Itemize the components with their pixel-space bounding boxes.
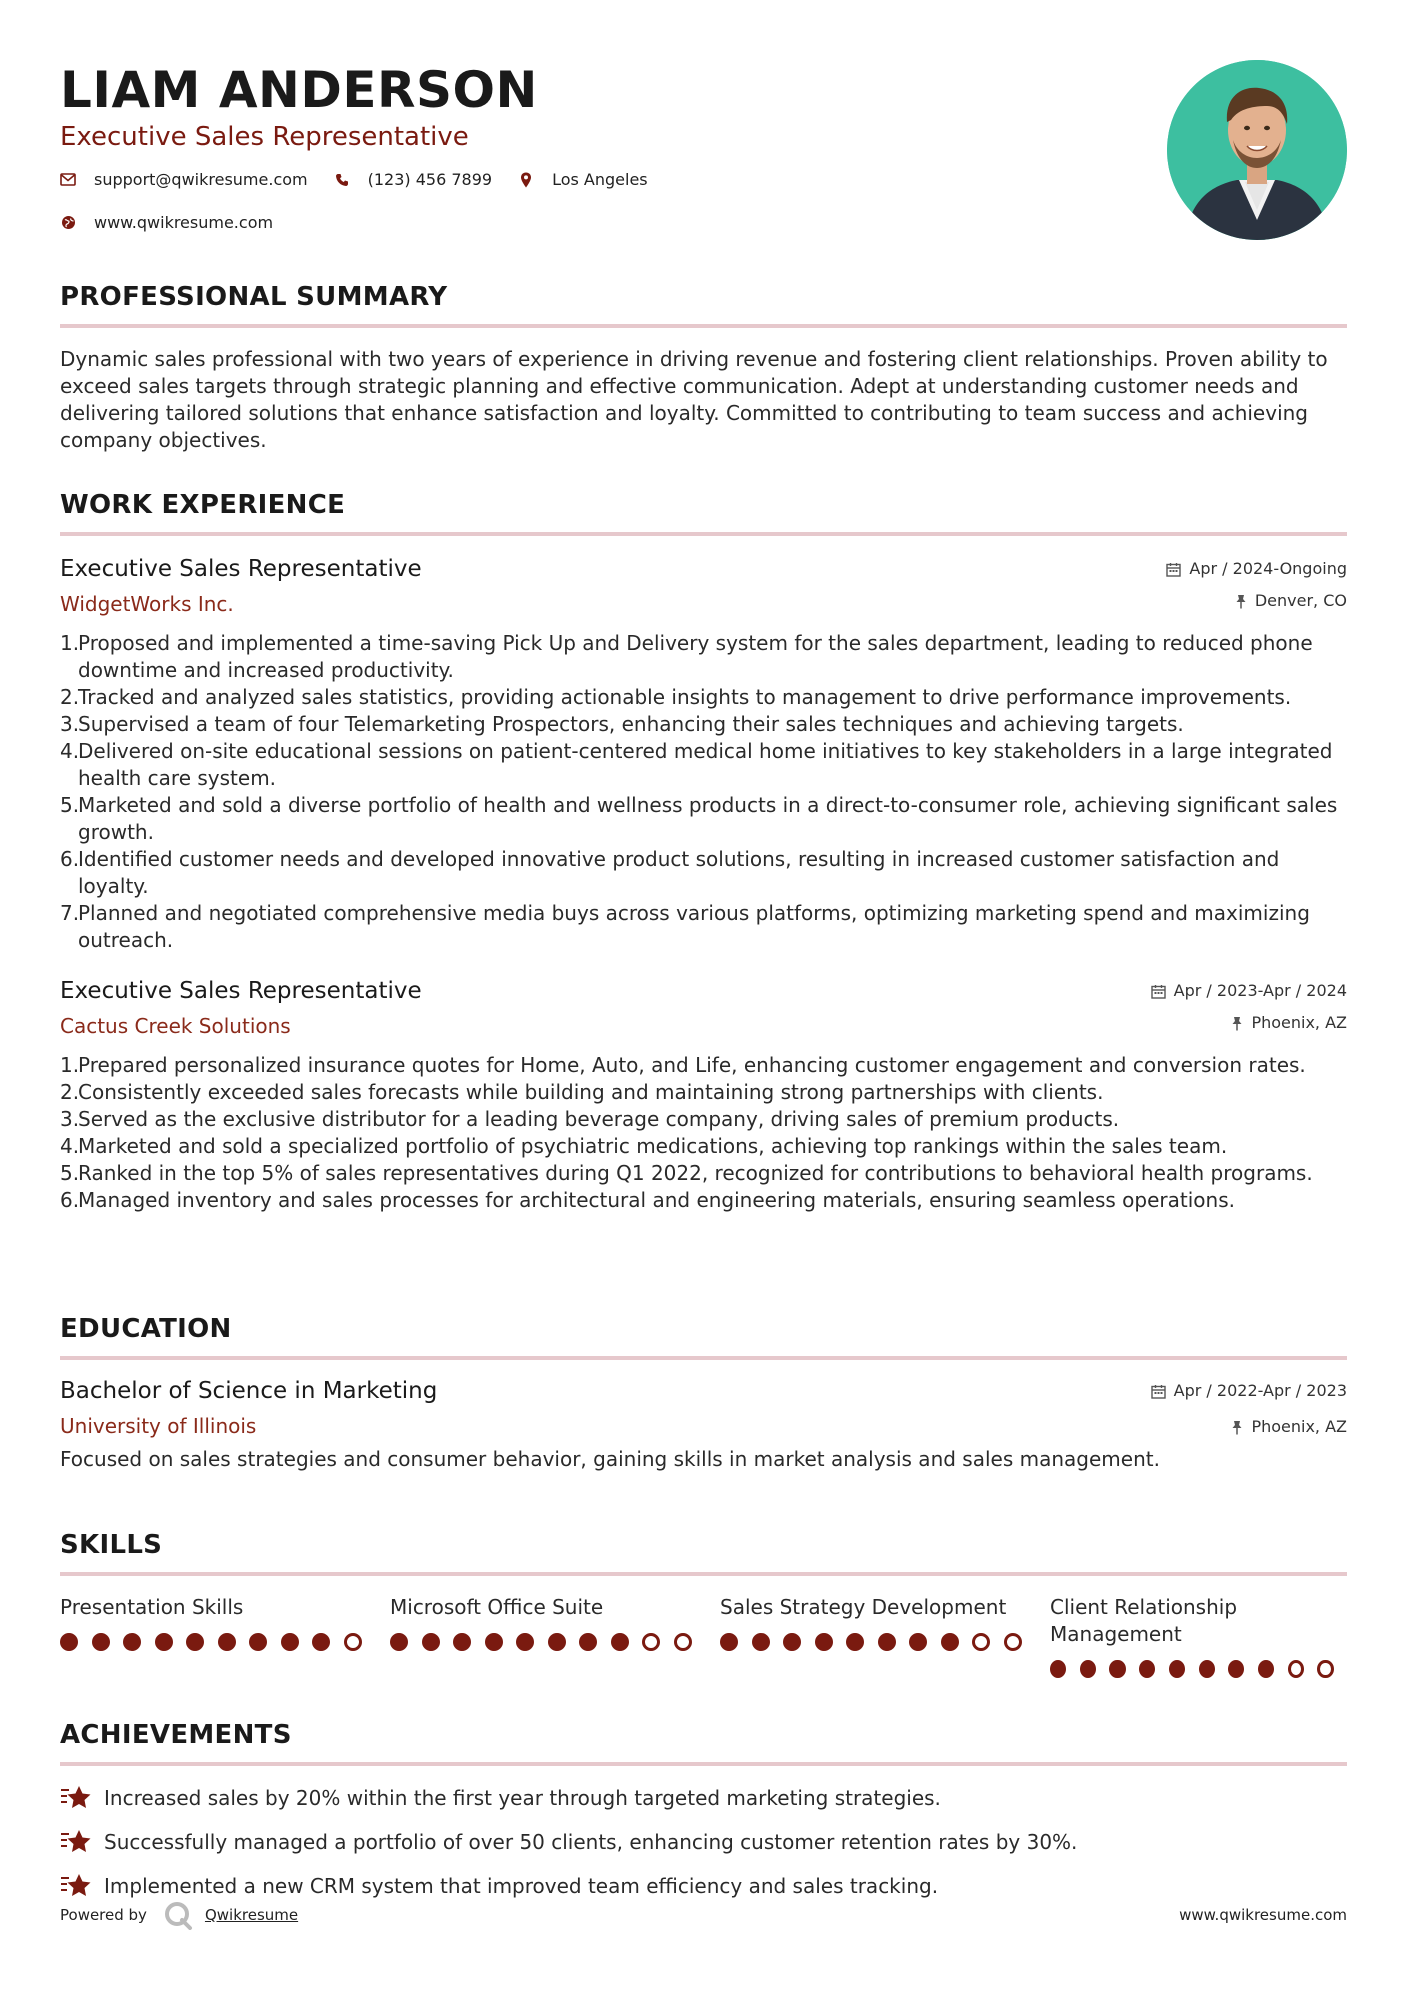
- rating-dot-filled: [1109, 1660, 1125, 1678]
- bullet-text: Identified customer needs and developed innovative product solutions, resulting in increased customer satisfaction and loyalty.: [78, 847, 1280, 898]
- contact-website[interactable]: [60, 213, 273, 232]
- rating-dot-filled: [1169, 1660, 1185, 1678]
- skill-rating: [390, 1633, 720, 1651]
- section-divider: [60, 1356, 1347, 1360]
- powered-by: [60, 1900, 298, 1930]
- job-location-text: Phoenix, AZ: [1251, 1013, 1347, 1032]
- bullet-text: Consistently exceeded sales forecasts while building and maintaining strong partnerships with clients.: [78, 1080, 1104, 1104]
- map-pin-icon: [518, 172, 534, 188]
- skill-name: Microsoft Office Suite: [390, 1595, 604, 1619]
- star-icon: [60, 1872, 92, 1900]
- education-header: [60, 1376, 1347, 1440]
- rating-dot-filled: [92, 1633, 110, 1651]
- rating-dot-filled: [579, 1633, 597, 1651]
- rating-dot-filled: [611, 1633, 629, 1651]
- list-item: 3. Supervised a team of four Telemarketing Prospectors, enhancing their sales techniques and achieving targets.: [60, 712, 1184, 736]
- skills-list: [60, 1594, 1347, 1678]
- phone-icon: [334, 172, 350, 188]
- bullet-text: Ranked in the top 5% of sales representatives during Q1 2022, recognized for contributions to behavioral health programs.: [78, 1161, 1313, 1185]
- pushpin-icon: [1231, 1420, 1243, 1435]
- bullet-text: Marketed and sold a diverse portfolio of health and wellness products in a direct-to-consumer role, achieving significant sales growth.: [78, 793, 1338, 844]
- rating-dot-empty: [972, 1633, 990, 1651]
- experience-heading: WORK EXPERIENCE: [60, 490, 346, 520]
- job-company: WidgetWorks Inc.: [60, 592, 234, 616]
- bullet-text: Marketed and sold a specialized portfolio of psychiatric medications, achieving top rankings within the sales team.: [78, 1134, 1228, 1158]
- education-location-text: Phoenix, AZ: [1251, 1417, 1347, 1436]
- bullet-text: Served as the exclusive distributor for a leading beverage company, driving sales of premium products.: [78, 1107, 1120, 1131]
- school-name: University of Illinois: [60, 1414, 257, 1438]
- achievements-heading: ACHIEVEMENTS: [60, 1720, 292, 1750]
- education-dates: [1151, 1380, 1347, 1402]
- bullet-text: Tracked and analyzed sales statistics, providing actionable insights to management to drive performance improvements.: [78, 685, 1292, 709]
- bullet-text: Supervised a team of four Telemarketing Prospectors, enhancing their sales techniques and achieving targets.: [78, 712, 1184, 736]
- skills-section: [60, 1528, 1347, 1678]
- profile-photo-illustration: [1167, 60, 1347, 240]
- job-location-text: Denver, CO: [1254, 591, 1347, 610]
- bullet-text: Planned and negotiated comprehensive media buys across various platforms, optimizing marketing spend and maximizing outreach.: [78, 901, 1310, 952]
- job-company: Cactus Creek Solutions: [60, 1014, 291, 1038]
- candidate-title: Executive Sales Representative: [60, 122, 469, 152]
- page-footer: [60, 1900, 1347, 1930]
- contact-phone[interactable]: [334, 170, 492, 189]
- rating-dot-filled: [123, 1633, 141, 1651]
- achievement-text: Successfully managed a portfolio of over 50 clients, enhancing customer retention rates by 30%.: [104, 1829, 1078, 1854]
- job-bullets: [60, 630, 1347, 954]
- rating-dot-filled: [878, 1633, 896, 1651]
- job-header: [60, 976, 1347, 1040]
- education-dates-text: Apr / 2022-Apr / 2023: [1173, 1381, 1347, 1400]
- list-item: 4. Delivered on-site educational sessions on patient-centered medical home initiatives to key stakeholders in a large integrated health care system.: [60, 738, 1347, 792]
- job-entry: [60, 554, 1347, 954]
- achievement-item: [60, 1872, 1347, 1900]
- bullet-text: Prepared personalized insurance quotes for Home, Auto, and Life, enhancing customer engagement and conversion rates.: [78, 1053, 1306, 1077]
- phone-text: (123) 456 7899: [367, 170, 493, 189]
- list-item: 5. Marketed and sold a diverse portfolio of health and wellness products in a direct-to-consumer role, achieving significant sales growth.: [60, 792, 1347, 846]
- contact-row-website: [60, 213, 1347, 232]
- rating-dot-empty: [1004, 1633, 1022, 1651]
- skill-item: [1050, 1594, 1347, 1678]
- calendar-icon: [1166, 562, 1181, 577]
- achievement-text: Implemented a new CRM system that improved team efficiency and sales tracking.: [104, 1873, 939, 1898]
- list-item: 3. Served as the exclusive distributor for a leading beverage company, driving sales of premium products.: [60, 1107, 1120, 1131]
- rating-dot-filled: [909, 1633, 927, 1651]
- job-location: [1166, 590, 1347, 612]
- powered-by-label: Powered by: [60, 1906, 147, 1924]
- contact-location: [518, 170, 648, 189]
- profile-photo: [1167, 60, 1347, 240]
- achievement-text: Increased sales by 20% within the first year through targeted marketing strategies.: [104, 1785, 941, 1810]
- education-section: [60, 1312, 1347, 1473]
- rating-dot-filled: [752, 1633, 770, 1651]
- rating-dot-filled: [783, 1633, 801, 1651]
- section-divider: [60, 324, 1347, 328]
- job-title: Executive Sales Representative: [60, 556, 422, 582]
- calendar-icon: [1151, 1384, 1166, 1399]
- skill-item: [60, 1594, 390, 1678]
- skill-rating: [720, 1633, 1050, 1651]
- bullet-text: Delivered on-site educational sessions on patient-centered medical home initiatives to key stakeholders in a large integrated health care system.: [78, 739, 1333, 790]
- rating-dot-filled: [548, 1633, 566, 1651]
- star-icon: [60, 1828, 92, 1856]
- skill-rating: [1050, 1660, 1347, 1678]
- brand-link[interactable]: Qwikresume: [204, 1906, 299, 1924]
- pushpin-icon: [1231, 1016, 1243, 1031]
- rating-dot-filled: [941, 1633, 959, 1651]
- achievement-item: [60, 1828, 1347, 1856]
- pushpin-icon: [1235, 594, 1247, 609]
- rating-dot-filled: [1228, 1660, 1244, 1678]
- rating-dot-filled: [60, 1633, 78, 1651]
- rating-dot-filled: [1199, 1660, 1215, 1678]
- location-text: Los Angeles: [552, 170, 648, 189]
- summary-text: Dynamic sales professional with two years of experience in driving revenue and fostering client relationships. Proven ability to exceed sales targets through strategic planning and effective communication. Adept at understanding customer needs and delivering tailored solutions that enhance satisfaction and loyalty. Committed to contributing to team success and achieving company objectives.: [60, 347, 1328, 452]
- rating-dot-filled: [155, 1633, 173, 1651]
- list-item: 6. Identified customer needs and developed innovative product solutions, resulting in increased customer satisfaction and loyalty.: [60, 846, 1347, 900]
- rating-dot-filled: [1258, 1660, 1274, 1678]
- rating-dot-empty: [674, 1633, 692, 1651]
- rating-dot-filled: [485, 1633, 503, 1651]
- footer-url[interactable]: www.qwikresume.com: [1179, 1906, 1347, 1924]
- education-description: Focused on sales strategies and consumer behavior, gaining skills in market analysis and sales management.: [60, 1447, 1160, 1471]
- rating-dot-filled: [1139, 1660, 1155, 1678]
- rating-dot-filled: [422, 1633, 440, 1651]
- job-header: [60, 554, 1347, 618]
- skills-heading: SKILLS: [60, 1530, 163, 1560]
- job-dates-text: Apr / 2023-Apr / 2024: [1173, 981, 1347, 1000]
- education-location: [1151, 1416, 1347, 1438]
- website-text: www.qwikresume.com: [94, 213, 274, 232]
- rating-dot-filled: [815, 1633, 833, 1651]
- job-dates: [1166, 558, 1347, 580]
- rating-dot-empty: [642, 1633, 660, 1651]
- rating-dot-filled: [312, 1633, 330, 1651]
- calendar-icon: [1151, 984, 1166, 999]
- list-item: 1. Proposed and implemented a time-saving Pick Up and Delivery system for the sales department, leading to reduced phone downtime and increased productivity.: [60, 630, 1347, 684]
- rating-dot-filled: [249, 1633, 267, 1651]
- list-item: 4. Marketed and sold a specialized portfolio of psychiatric medications, achieving top rankings within the sales team.: [60, 1134, 1228, 1158]
- education-heading: EDUCATION: [60, 1314, 232, 1344]
- rating-dot-filled: [218, 1633, 236, 1651]
- section-divider: [60, 1762, 1347, 1766]
- qwikresume-logo-icon: [163, 1900, 193, 1930]
- rating-dot-empty: [344, 1633, 362, 1651]
- list-item: 1. Prepared personalized insurance quotes for Home, Auto, and Life, enhancing customer engagement and conversion rates.: [60, 1053, 1306, 1077]
- job-bullets: [60, 1052, 1347, 1214]
- globe-icon: [60, 215, 76, 231]
- experience-section: [60, 488, 1347, 1214]
- list-item: 5. Ranked in the top 5% of sales representatives during Q1 2022, recognized for contributions to behavioral health programs.: [60, 1161, 1313, 1185]
- contact-email[interactable]: [60, 170, 308, 189]
- envelope-icon: [60, 172, 76, 188]
- candidate-name: LIAM ANDERSON: [60, 61, 538, 119]
- skill-item: [390, 1594, 720, 1678]
- job-dates: [1151, 980, 1347, 1002]
- achievement-item: [60, 1784, 1347, 1812]
- summary-heading: PROFESSIONAL SUMMARY: [60, 282, 448, 312]
- summary-section: [60, 280, 1347, 454]
- job-entry: [60, 976, 1347, 1214]
- skill-item: [720, 1594, 1050, 1678]
- skill-name: Client Relationship Management: [1050, 1595, 1238, 1646]
- section-divider: [60, 532, 1347, 536]
- rating-dot-filled: [1050, 1660, 1066, 1678]
- list-item: 6. Managed inventory and sales processes for architectural and engineering materials, ensuring seamless operations.: [60, 1188, 1235, 1212]
- list-item: 2. Consistently exceeded sales forecasts while building and maintaining strong partnerships with clients.: [60, 1080, 1104, 1104]
- rating-dot-filled: [516, 1633, 534, 1651]
- job-title: Executive Sales Representative: [60, 978, 422, 1004]
- email-text: support@qwikresume.com: [94, 170, 308, 189]
- rating-dot-filled: [720, 1633, 738, 1651]
- rating-dot-filled: [390, 1633, 408, 1651]
- rating-dot-filled: [846, 1633, 864, 1651]
- skill-name: Presentation Skills: [60, 1595, 244, 1619]
- job-dates-text: Apr / 2024-Ongoing: [1189, 559, 1347, 578]
- contact-row: [60, 170, 1347, 189]
- rating-dot-filled: [1080, 1660, 1096, 1678]
- skill-rating: [60, 1633, 390, 1651]
- skill-name: Sales Strategy Development: [720, 1595, 1007, 1619]
- section-divider: [60, 1572, 1347, 1576]
- bullet-text: Proposed and implemented a time-saving Pick Up and Delivery system for the sales department, leading to reduced phone downtime and increased productivity.: [78, 631, 1313, 682]
- rating-dot-filled: [186, 1633, 204, 1651]
- rating-dot-empty: [1317, 1660, 1333, 1678]
- bullet-text: Managed inventory and sales processes for architectural and engineering materials, ensuring seamless operations.: [78, 1188, 1235, 1212]
- degree-title: Bachelor of Science in Marketing: [60, 1378, 438, 1404]
- achievements-section: [60, 1718, 1347, 1900]
- rating-dot-empty: [1288, 1660, 1304, 1678]
- job-location: [1151, 1012, 1347, 1034]
- star-icon: [60, 1784, 92, 1812]
- rating-dot-filled: [281, 1633, 299, 1651]
- rating-dot-filled: [453, 1633, 471, 1651]
- list-item: 2. Tracked and analyzed sales statistics, providing actionable insights to management to drive performance improvements.: [60, 685, 1292, 709]
- list-item: 7. Planned and negotiated comprehensive media buys across various platforms, optimizing marketing spend and maximizing outreach.: [60, 900, 1347, 954]
- resume-header: [60, 60, 1347, 260]
